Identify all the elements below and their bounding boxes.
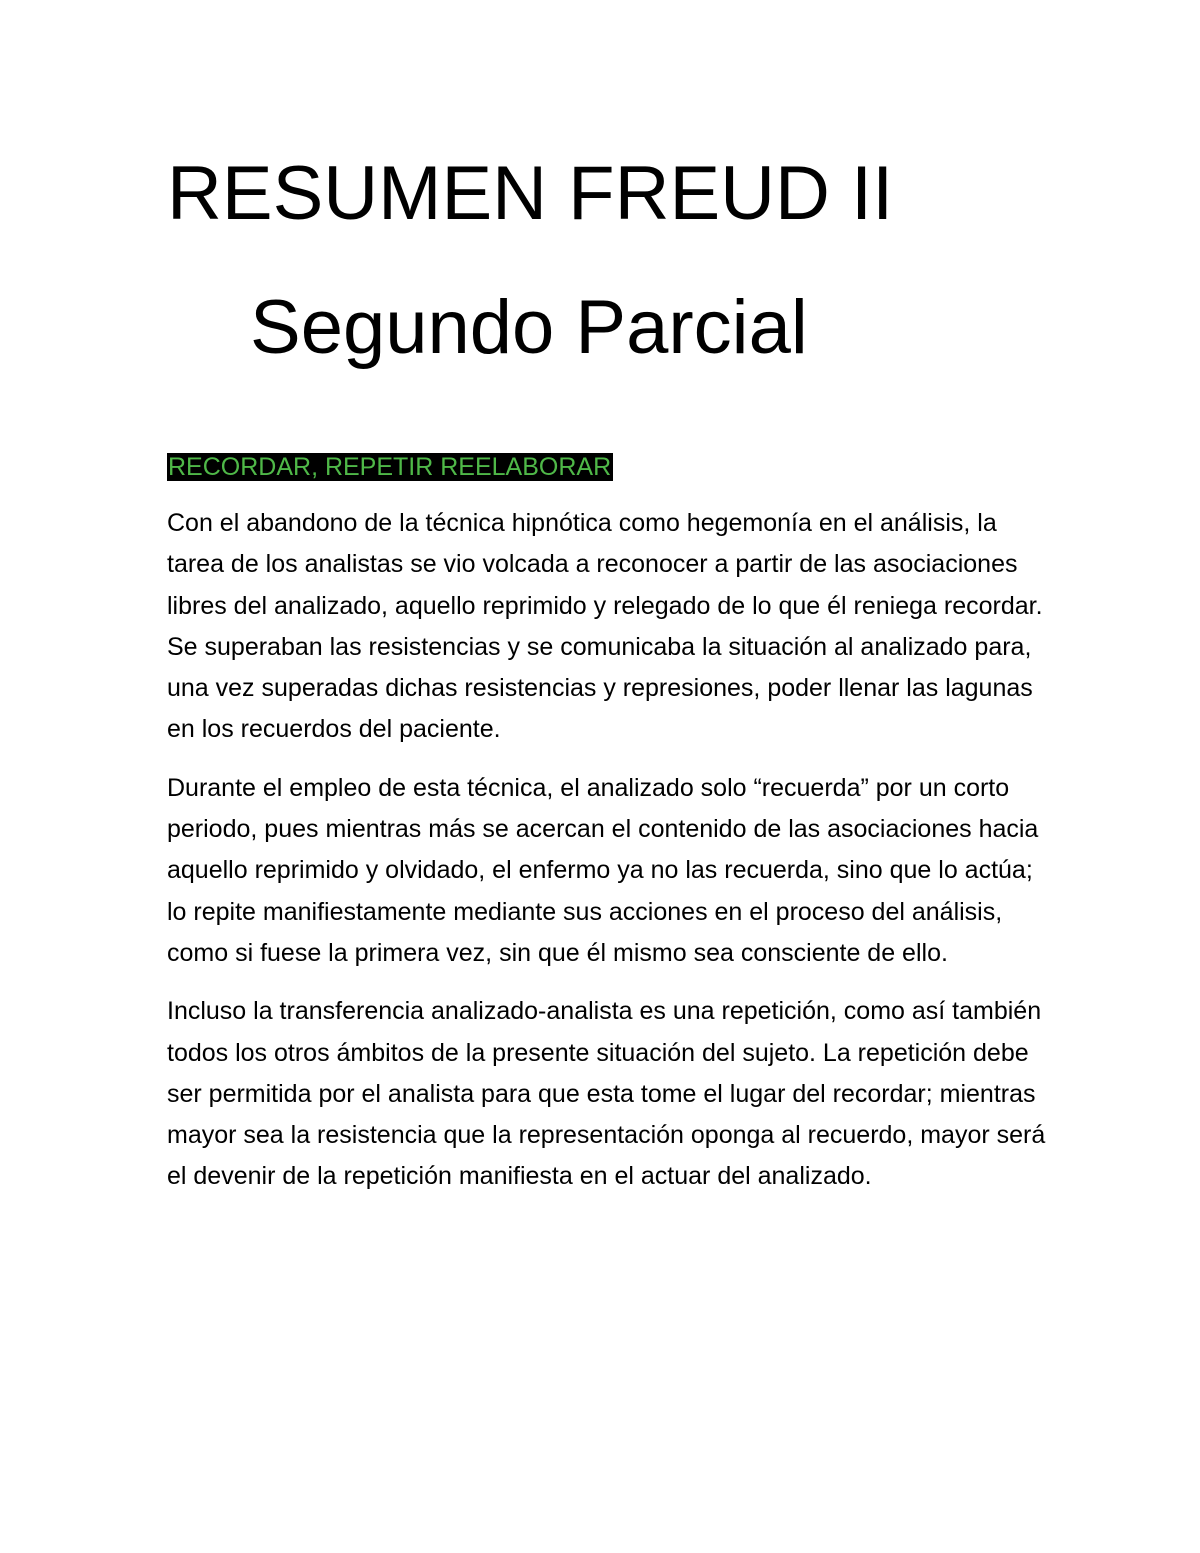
document-title: RESUMEN FREUD II: [167, 151, 894, 236]
paragraph-1: Con el abandono de la técnica hipnótica como hegemonía en el análisis, la tarea de los analistas se vio volcada a reconocer a partir de las asociaciones libres del analizado, aquello reprimido y relegado de lo que él reniega recordar. Se superaban las resistencias y se comunicaba la situación al analizado para, una vez superadas dichas resistencias y represiones, poder llenar las lagunas en los recuerdos del paciente.: [167, 509, 1043, 744]
paragraph-3: Incluso la transferencia analizado-analista es una repetición, como así también todos los otros ámbitos de la presente situación del sujeto. La repetición debe ser permitida por el analista para que esta tome el lugar del recordar; mientras mayor sea la resistencia que la representación oponga al recuerdo, mayor será el devenir de la repetición manifiesta en el actuar del analizado.: [167, 997, 1046, 1191]
section-heading-highlight: RECORDAR, REPETIR REELABORAR: [168, 453, 612, 481]
paragraph-2: Durante el empleo de esta técnica, el analizado solo “recuerda” por un corto periodo, pues mientras más se acercan el contenido de las asociaciones hacia aquello reprimido y olvidado, el enfermo ya no las recuerda, sino que lo actúa; lo repite manifiestamente mediante sus acciones en el proceso del análisis, como si fuese la primera vez, sin que él mismo sea consciente de ello.: [167, 773, 1039, 967]
body-text: [167, 503, 1047, 1215]
section-heading: [167, 448, 613, 486]
document-subtitle: Segundo Parcial: [250, 285, 808, 370]
